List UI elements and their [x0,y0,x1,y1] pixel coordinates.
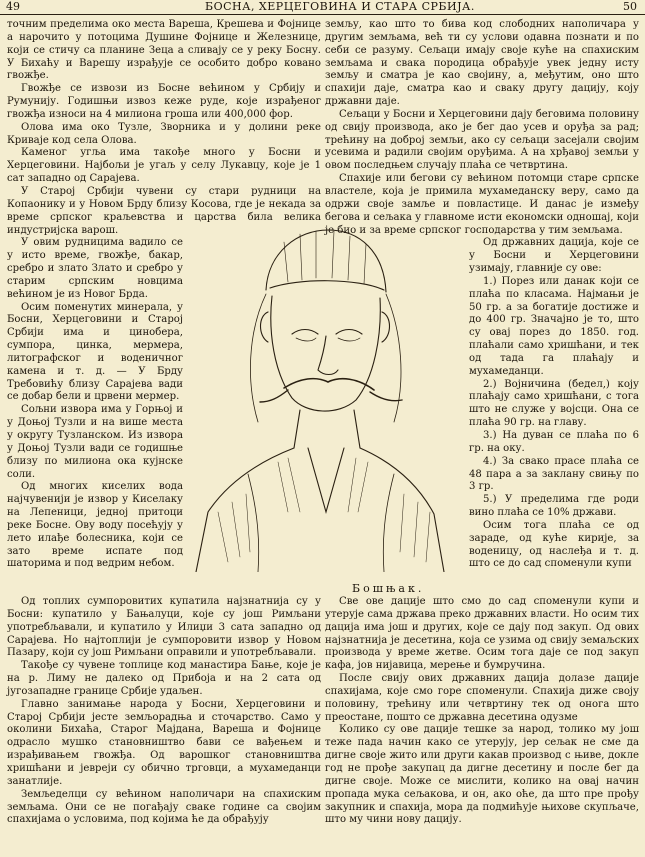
paragraph: Од многих киселих вода најчувенији је извор у Киселаку на Лепеници, једној притоци реке Босне. Ову воду посећују у лето илађе болесника, који се зато време испате под шаторима и под ведрим небом. [7,481,183,570]
paragraph: 1.) Порез или данак који се плаћа по класама. Најмањи је 50 гр. а за богатије достиже и до 400 гр. Значајно је то, што су овај порез до 1850. год. плаћали само хришћани, и тек од тада га плаћају и мухамеданци. [469,275,639,377]
paragraph: Олова има око Тузле, Зворника и у долини реке Кривaје код села Олова. [7,121,321,146]
paragraph: Каменог угља има такође много у Босни и Херцеговини. Најбољи је угаљ у селу Лукавцу, које је 1 сат западно од Сарајева. [7,147,321,185]
left-column-lower [7,596,321,827]
paragraph: Земљеделци су већином наполичари на спахиским земљама. Они се не погађају сваке године са својим спахијама о условима, под којима ће да обрађују [7,788,321,826]
illustration-caption: Бошњак. [352,582,425,595]
paragraph: Сељаци у Босни и Херцеговини дају беговима половину од свију производа, ако је бег дао усев и оруђа за рад; трећину на доброј земљи, ако су сељаци засејали својим усевима и радили својим оруђима. А на хрђавој земљи у овом последњем случају плаћа се четвртина. [325,108,639,172]
paragraph: Гвожђе се извози из Босне већином у Србију и Румунију. Годишњи извоз кеже руде, које израђеног гвожђа износи на 4 милиона гроша или 400,000 фор. [7,83,321,120]
paragraph: У Старој Србији чувени су стари рудници на Копаонику и у Новом Брду близу Косова, где је некада за време српског краљевства и царства била велика индустријска варош. [7,185,321,236]
page-number-left: 49 [6,0,20,13]
paragraph: Сољни извора има у Горњој и у Доњој Тузли и на више места у округу Тузланском. Из извора у Доњој Тузли вади се годишње близу по милиона ока кујнске соли. [7,404,183,480]
paragraph: 5.) У пределима где роди вино плаћа се 10% држави. [469,494,639,519]
paragraph: земљу, као што то бива код слободних наполичара у другим земљама, већ ти су услови одавна познати и по себи се разуму. Сељаци имају своје куће на спахиским земљама и свака породица обрађује увек једну исту земљу и сматра је као својину, а, међутим, оно што спахији даје, сматра као и сваку другу дацију, коју државни даје. [325,19,639,108]
left-narrow-block [7,237,183,571]
paragraph: точним пределима око места Вареша, Крешева и Фојнице а нарочито у потоцима Душине Фојнице и Железнице, који се стичу са планине Зеца а сливају се у реку Босну. У Бихаћу и Варешу израђује се особито добро ковано гвожђе. [7,19,321,82]
right-column-lower [325,596,639,827]
paragraph: Колико су ове дације тешке за народ, толико му још теже пада начин како се утерују, јер сељак не сме да дигне своје жито или други какав производ с њиве, докле год не прође закупац да дигне десетину и после бег да дигне своје. Може се мислити, колико на овај начин пропада мука сељакова, и он, ако оће, да што пре прођу закупник и спахија, мора да подмићује њихове скупљаче, што му чини нову дацију. [325,724,639,826]
paragraph: Такође су чувене топлице код манастира Бање, које је на р. Лиму не далеко од Прибоја и на 2 сата од југозападне границе Србије удаљен. [7,660,321,697]
paragraph: Спахије или бегови су већином потомци старе српске властеле, која је примила мухамеданску веру, само да одржи своје замље и повластице. И данас је између бегова и сељака у главноме исти економски однoшај, који је био и за време српског господарства у тим земљама. [325,173,639,236]
right-narrow-block [469,237,639,571]
paragraph: Осим поменутих минерала, у Босни, Херцеговини и Старој Србији има и цинобера, сумпора, цинка, мермера, литографског и воденичног камена и т. д. — У Брду Требовићу близу Сарајева вади се добар бели и црвени мермер. [7,301,183,403]
paragraph: 2.) Војничина (бедел,) коју плаћају само хришћани, с тога што не служе у војсци. Она се плаћа 90 гр. на главу. [469,378,639,429]
paragraph: Све ове дације што смо до сад споменули купи и утерује сама држава преко државних власти. Но осим тих дација има још и других, које се дају под закуп. Од ових најзнатнија је десетина, која се узима од свију земаљских производа у време жетве. Осим тога даје се под закуп кафа, јов нијавица, мерење и бумручина. [325,596,639,672]
paragraph: Главно занимање народа у Босни, Херцеговини и Старој Србији јесте земљорадња и сточарство. Само у околини Бихаћа, Старог Мајдана, Вареша и Фојнице одрасло мушко становништво бави се вађењем и израђивањем гвожђа. Од варошког становништва хришћани и јевреји су обично трговци, а мухамеданци занатлије. [7,698,321,787]
paragraph: Осим тога плаћа се од зараде, од куће кирије, за воденицу, од наслеђа и т. д. што се до сад споменули купи [469,519,639,570]
paragraph: Од државних дација, које се у Босни и Херцеговини узимају, главније су ове: [469,237,639,275]
paragraph: 4.) За свако прасе плаћа се 48 пара а за заклану свињу по 3 гр. [469,455,639,493]
paragraph: Од топлих сумпоровитих купатила најзнатнија су у Босни: купатило у Бањалуци, које су још Римљани употребљавали, и купатило у Илиџи 3 сата западно од Сарајева. Но најтоплији је сумпоровити извор у Новом Пазару, који су још Римљани оправили и употребљавали. [7,596,321,659]
running-title: БОСНА, ХЕРЦЕГОВИНА И СТАРА СРБИЈА. [205,0,475,13]
paragraph: У овим рудницима вадило се у исто време, гвожђе, бакар, сребро и злато Злато и сребро у старим српским новцима већином је из Новог Брда. [7,237,183,300]
paragraph: После свију ових државних дација долазе дације спахијама, које смо горе споменули. Спахија диже своју половину, трећину или четвртину тек од онога што преостане, пошто се државна десетина одузме [325,673,639,723]
page-number-right: 50 [623,0,637,13]
paragraph: 3.) На дуван се плаћа по 6 гр. на оку. [469,430,639,454]
bosnian-man-illustration [188,212,450,572]
running-header [0,0,645,15]
